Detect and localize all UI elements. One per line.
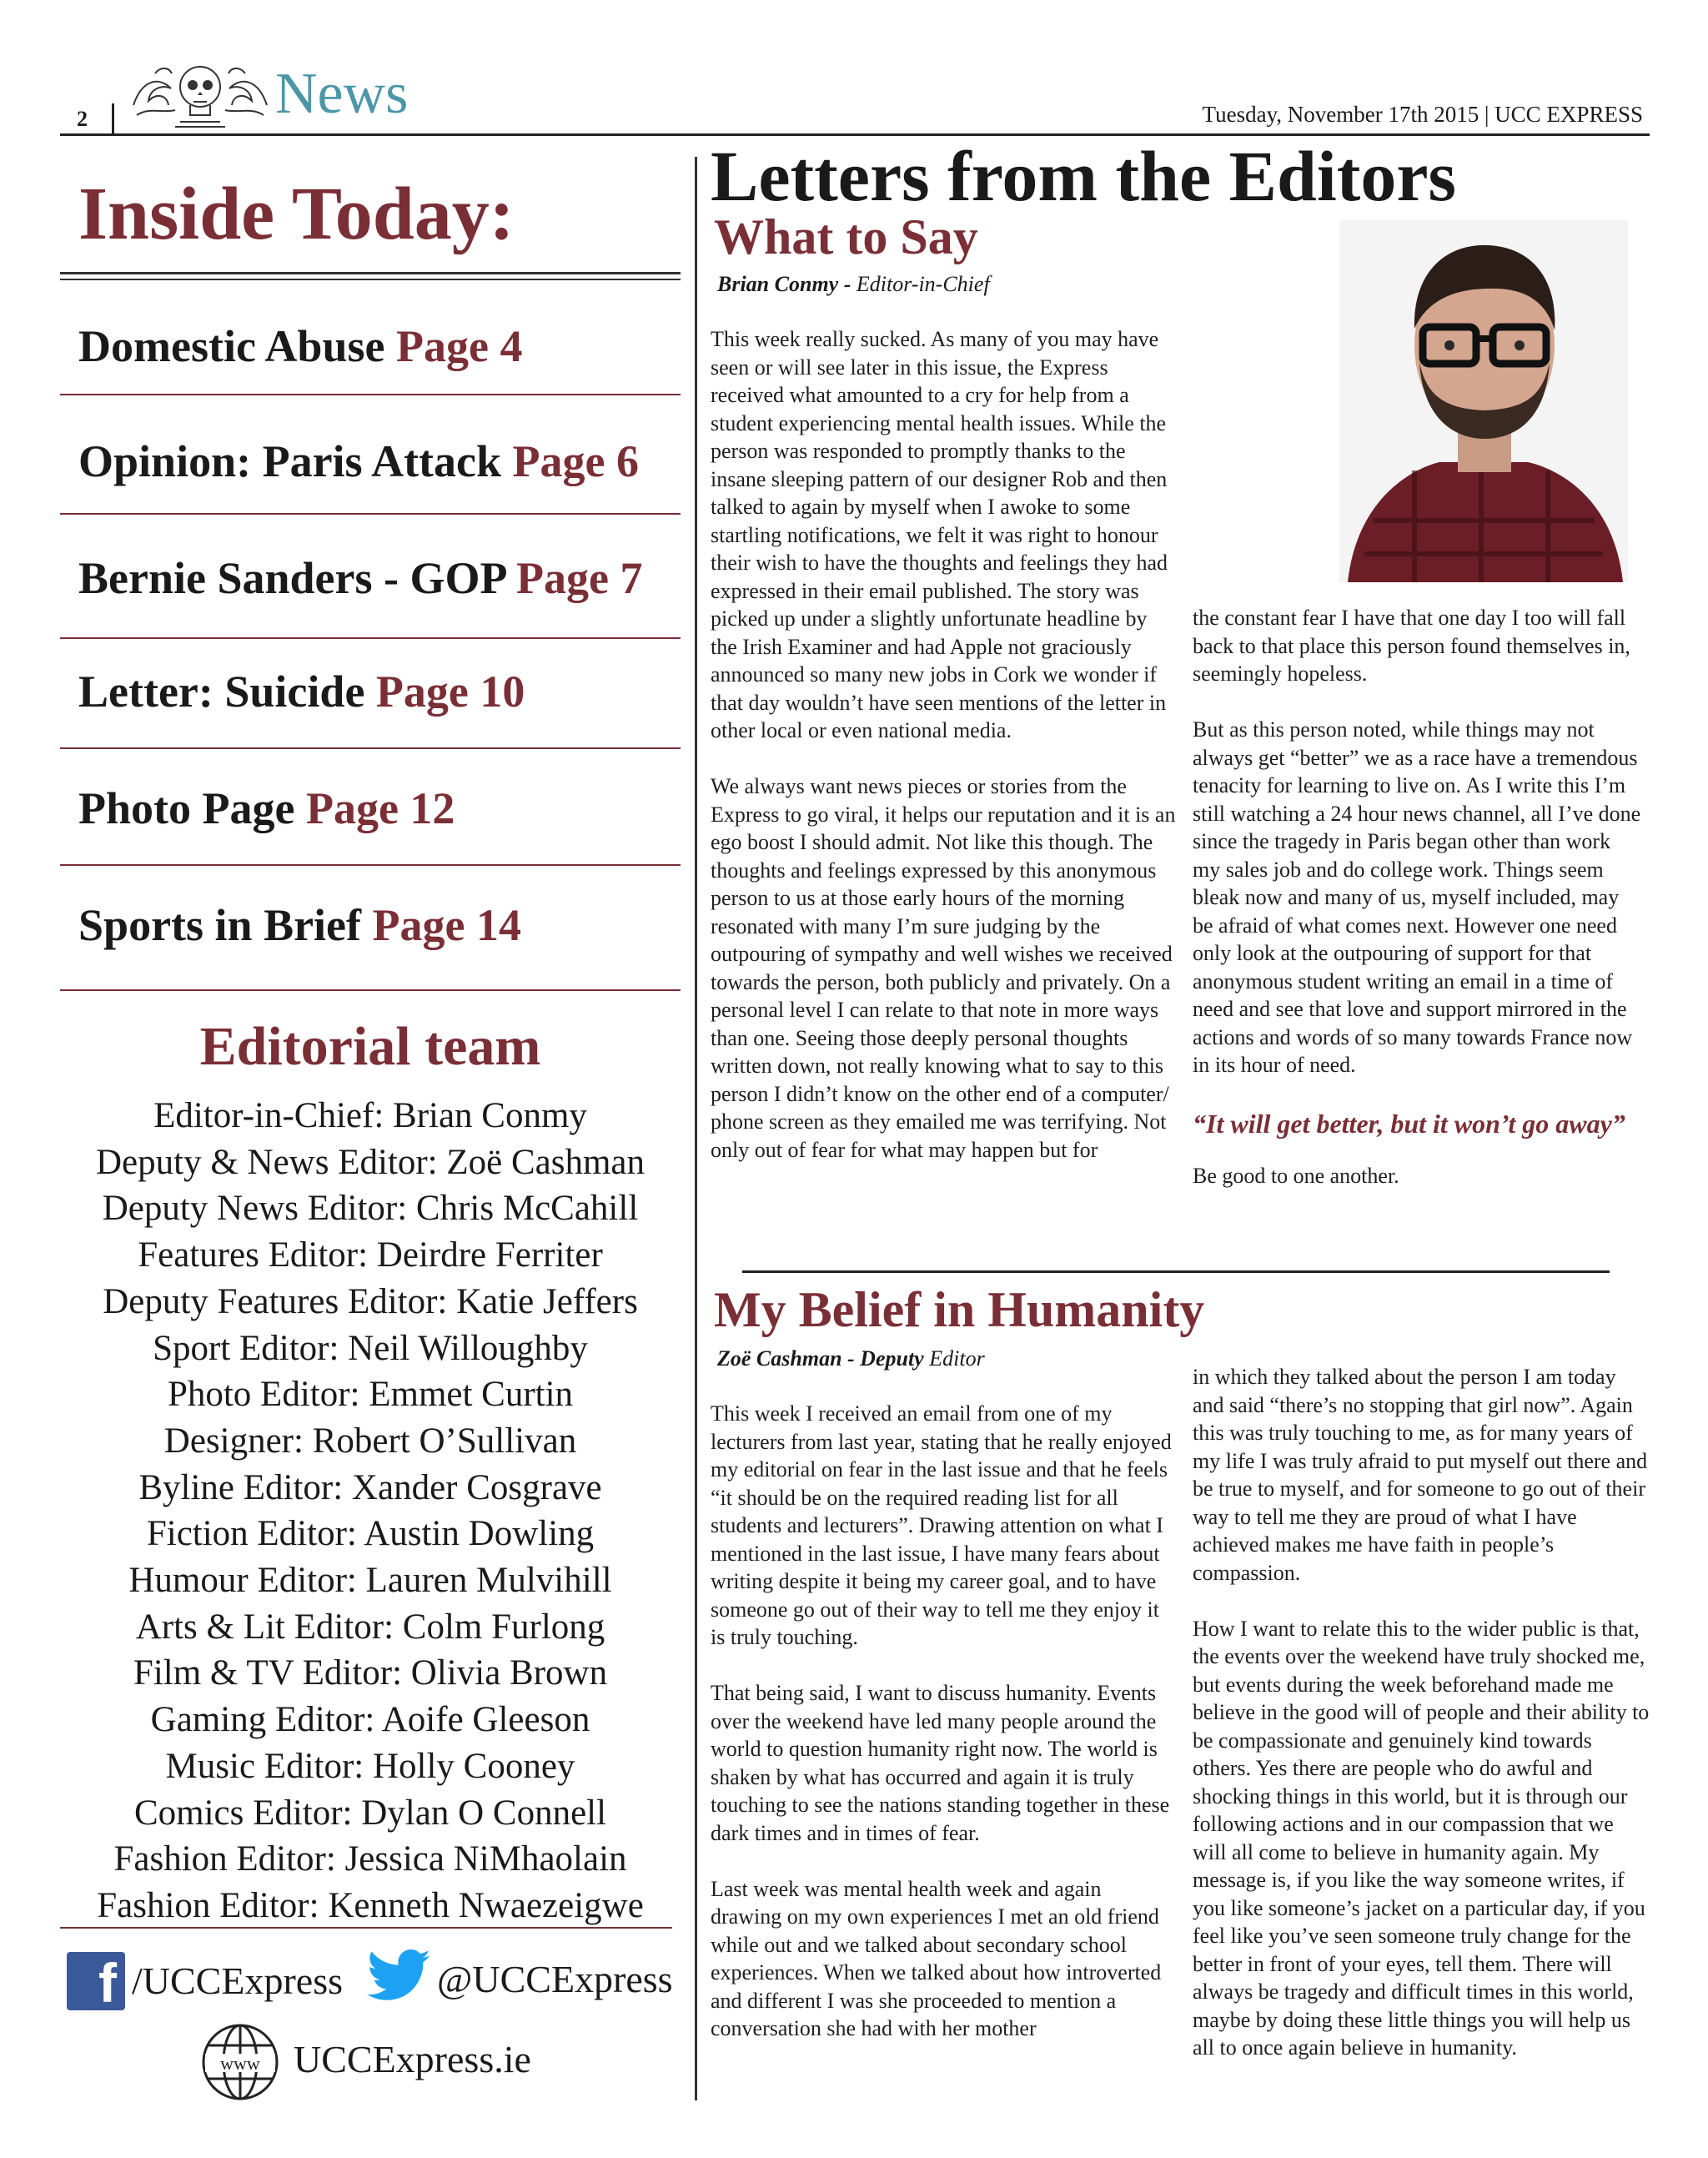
inside-today-rule: [60, 272, 681, 280]
twitter-handle[interactable]: @UCCExpress: [437, 1958, 673, 2000]
main-headline: Letters from the Editors: [711, 136, 1457, 216]
toc-item-letter-suicide: [78, 667, 525, 717]
toc-divider: [60, 864, 681, 866]
toc-page: Page 4: [395, 321, 523, 371]
editor-entry: Comics Editor: Dylan O Connell: [133, 1793, 607, 1833]
toc-page: Page 6: [512, 436, 639, 486]
editor-entry: Photo Editor: Emmet Curtin: [167, 1375, 574, 1415]
editor-entry: Features Editor: Deirdre Ferriter: [138, 1235, 603, 1275]
toc-label: Opinion: Paris Attack: [78, 436, 502, 486]
editor-entry: Fashion Editor: Jessica NiMhaolain: [113, 1839, 627, 1879]
toc-page: Page 7: [516, 553, 643, 603]
letter1-title: What to Say: [714, 209, 978, 264]
facebook-icon[interactable]: f: [67, 1952, 125, 2010]
letter1-column-2: [1193, 604, 1643, 1190]
letter1-column-1: [711, 325, 1176, 1164]
toc-item-sports-in-brief: [78, 900, 521, 950]
editor-entry: Deputy News Editor: Chris McCahill: [102, 1189, 639, 1229]
editor-entry: Sport Editor: Neil Willoughby: [153, 1328, 588, 1368]
paragraph: the constant fear I have that one day I too will fall back to that place this person found themselves in, seemingly hopeless.: [1193, 606, 1630, 686]
letter2-column-1: [711, 1400, 1176, 2043]
paragraph: But as this person noted, while things may not always get “better” we as a race have a tremendous tenacity for learning to live on. As I write this I’m still watching a 24 hour news channel, all I’ve done since the tragedy in Paris began other than work my sales job and do college work. Things seem bleak now and many of us, myself included, may be afraid of what comes next. However one need only look at the outpouring of support for that anonymous student writing an email in a time of need and see that love and support mirrored in the actions and words of so many towards France now in its hour of need.: [1193, 717, 1641, 1077]
paragraph: This week really sucked. As many of you may have seen or will see later in this issue, the Express received what amounted to a cry for help from a student experiencing mental health issues. While the person was responded to promptly thanks to the insane sleeping pattern of our designer Rob and then talked to again by myself when I awoke to some startling notifications, we felt it was right to honour their wish to have the thoughts and feelings they had expressed in their email published. The story was picked up under a slightly unfortunate headline by the Irish Examiner and had Apple not graciously announced so many new jobs in Cork we wonder if that day wouldn’t have seen mentions of the letter in other local or even national media.: [711, 327, 1168, 742]
inside-today-title: Inside Today:: [78, 173, 515, 255]
toc-item-domestic-abuse: [78, 321, 523, 371]
letter2-title: My Belief in Humanity: [714, 1282, 1205, 1337]
byline-author: Zoë Cashman - Deputy: [717, 1346, 924, 1371]
pull-quote: “It will get better, but it won’t go away”: [1193, 1109, 1625, 1139]
website-link[interactable]: UCCExpress.ie: [294, 2038, 531, 2080]
editor-entry: Designer: Robert O’Sullivan: [163, 1421, 577, 1461]
toc-divider: [60, 394, 681, 395]
editor-entry: Fiction Editor: Austin Dowling: [146, 1514, 595, 1554]
skull-crest-logo-icon: [125, 55, 275, 138]
byline-role: Editor-in-Chief: [856, 272, 990, 296]
toc-label: Letter: Suicide: [78, 667, 365, 717]
paragraph: How I want to relate this to the wider public is that, the events over the weekend have truly shocked me, but events during the week beforehand made me believe in the good will of people and their ability to be compassionate and genuinely kind towards others. Yes there are people who do awful and shocking things in this world, but it is through our following actions and in our compassion that we will all come to believe in humanity again. My message is, if you like the way someone writes, if you like someone’s jacket on a particular day, if you feel like you’ve seen someone truly change for the better in front of your eyes, tell them. There will always be tragedy and difficult times in this world, maybe by doing these little things you will help us all to once again believe in humanity.: [1193, 1616, 1650, 2060]
page-number-divider: [112, 103, 114, 133]
paragraph: Last week was mental health week and again drawing on my own experiences I met an old friend while out and we talked about secondary school experiences. When we talked about how introverted and different I was she proceeded to mention a conversation she had with her mother: [711, 1876, 1162, 2040]
editor-photo: [1339, 220, 1628, 582]
toc-page: Page 12: [305, 783, 455, 833]
toc-divider: [60, 513, 681, 515]
letter2-byline: [717, 1346, 985, 1371]
toc-page: Page 14: [372, 900, 521, 950]
editor-entry: Humour Editor: Lauren Mulvihill: [128, 1561, 612, 1601]
editor-entry: Byline Editor: Xander Cosgrave: [138, 1467, 602, 1507]
editor-portrait-image: [1339, 220, 1628, 582]
paragraph: in which they talked about the person I am today and said “there’s no stopping that girl now”. Again this was truly touching to me, as for many years of my life I was truly afraid to put myself out there and be true to myself, and for someone to go out of their way to tell me they are proud of what I have achieved makes me have faith in people’s compassion.: [1193, 1365, 1648, 1585]
globe-www-label: www: [220, 2053, 260, 2074]
toc-divider: [60, 637, 681, 639]
column-divider: [695, 157, 697, 2100]
paragraph: This week I received an email from one of my lecturers from last year, stating that he really enjoyed my editorial on fear in the last issue and that he feels “it should be on the required reading list for all students and lecturers”. Drawing attention on what I mentioned in the last issue, I have many fears about writing despite it being my career goal, and to have someone go out of their way to tell me they enjoy it is truly touching.: [711, 1401, 1172, 1649]
toc-item-photo-page: [78, 783, 455, 833]
editor-entry: Deputy Features Editor: Katie Jeffers: [103, 1281, 638, 1321]
byline-role: Editor: [929, 1346, 985, 1371]
facebook-handle[interactable]: /UCCExpress: [132, 1959, 343, 2002]
editor-entry: Gaming Editor: Aoife Gleeson: [150, 1700, 590, 1740]
twitter-bird-icon[interactable]: [367, 1949, 432, 2007]
paragraph: We always want news pieces or stories from the Express to go viral, it helps our reputation and it is an ego boost I should admit. Not like this though. The thoughts and feelings expressed by this anonymous person to us at those early hours of the morning resonated with many I’m sure judging by the outpouring of sympathy and well wishes we received towards the person, both publicly and privately. On a personal level I can relate to that note in more ways than one. Seeing those deeply personal thoughts written down, not really knowing what to say to this person I didn’t know on the other end of a computer/ phone screen as they emailed me was terrifying. Not only out of fear for what may happen but for: [711, 774, 1176, 1162]
editor-entry: Fashion Editor: Kenneth Nwaezeigwe: [97, 1885, 644, 1925]
toc-label: Sports in Brief: [78, 900, 362, 950]
issue-date: Tuesday, November 17th 2015 | UCC EXPRESS: [1202, 102, 1643, 127]
toc-item-paris-attack: [78, 436, 639, 486]
toc-divider: [60, 989, 681, 991]
paragraph: Be good to one another.: [1193, 1164, 1399, 1188]
globe-icon: [200, 2022, 280, 2102]
toc-label: Domestic Abuse: [78, 321, 385, 371]
toc-label: Photo Page: [78, 783, 295, 833]
page-number: 2: [77, 107, 88, 131]
toc-page: Page 10: [375, 667, 525, 717]
toc-divider: [60, 747, 681, 749]
section-divider: [742, 1270, 1610, 1273]
social-divider: [60, 1927, 672, 1929]
letter2-column-2: [1193, 1363, 1650, 2062]
editor-entry: Music Editor: Holly Cooney: [165, 1746, 575, 1786]
paragraph: That being said, I want to discuss humanity. Events over the weekend have led many people around the world to question humanity right now. The world is shaken by what has occurred and again it is truly touching to see the nations standing together in these dark times and in times of fear.: [711, 1681, 1170, 1845]
toc-item-bernie-sanders: [78, 553, 643, 603]
letter1-byline: [717, 272, 990, 297]
editorial-team-title: Editorial team: [199, 1016, 541, 1077]
editor-entry: Editor-in-Chief: Brian Conmy: [153, 1096, 587, 1135]
editor-entry: Deputy & News Editor: Zoë Cashman: [95, 1142, 646, 1182]
toc-label: Bernie Sanders - GOP: [78, 553, 505, 603]
editor-entry: Film & TV Editor: Olivia Brown: [133, 1653, 608, 1693]
editorial-team-list: [60, 1093, 681, 1929]
section-name: News: [275, 62, 409, 126]
editor-entry: Arts & Lit Editor: Colm Furlong: [135, 1607, 605, 1647]
byline-author: Brian Conmy -: [717, 272, 851, 296]
